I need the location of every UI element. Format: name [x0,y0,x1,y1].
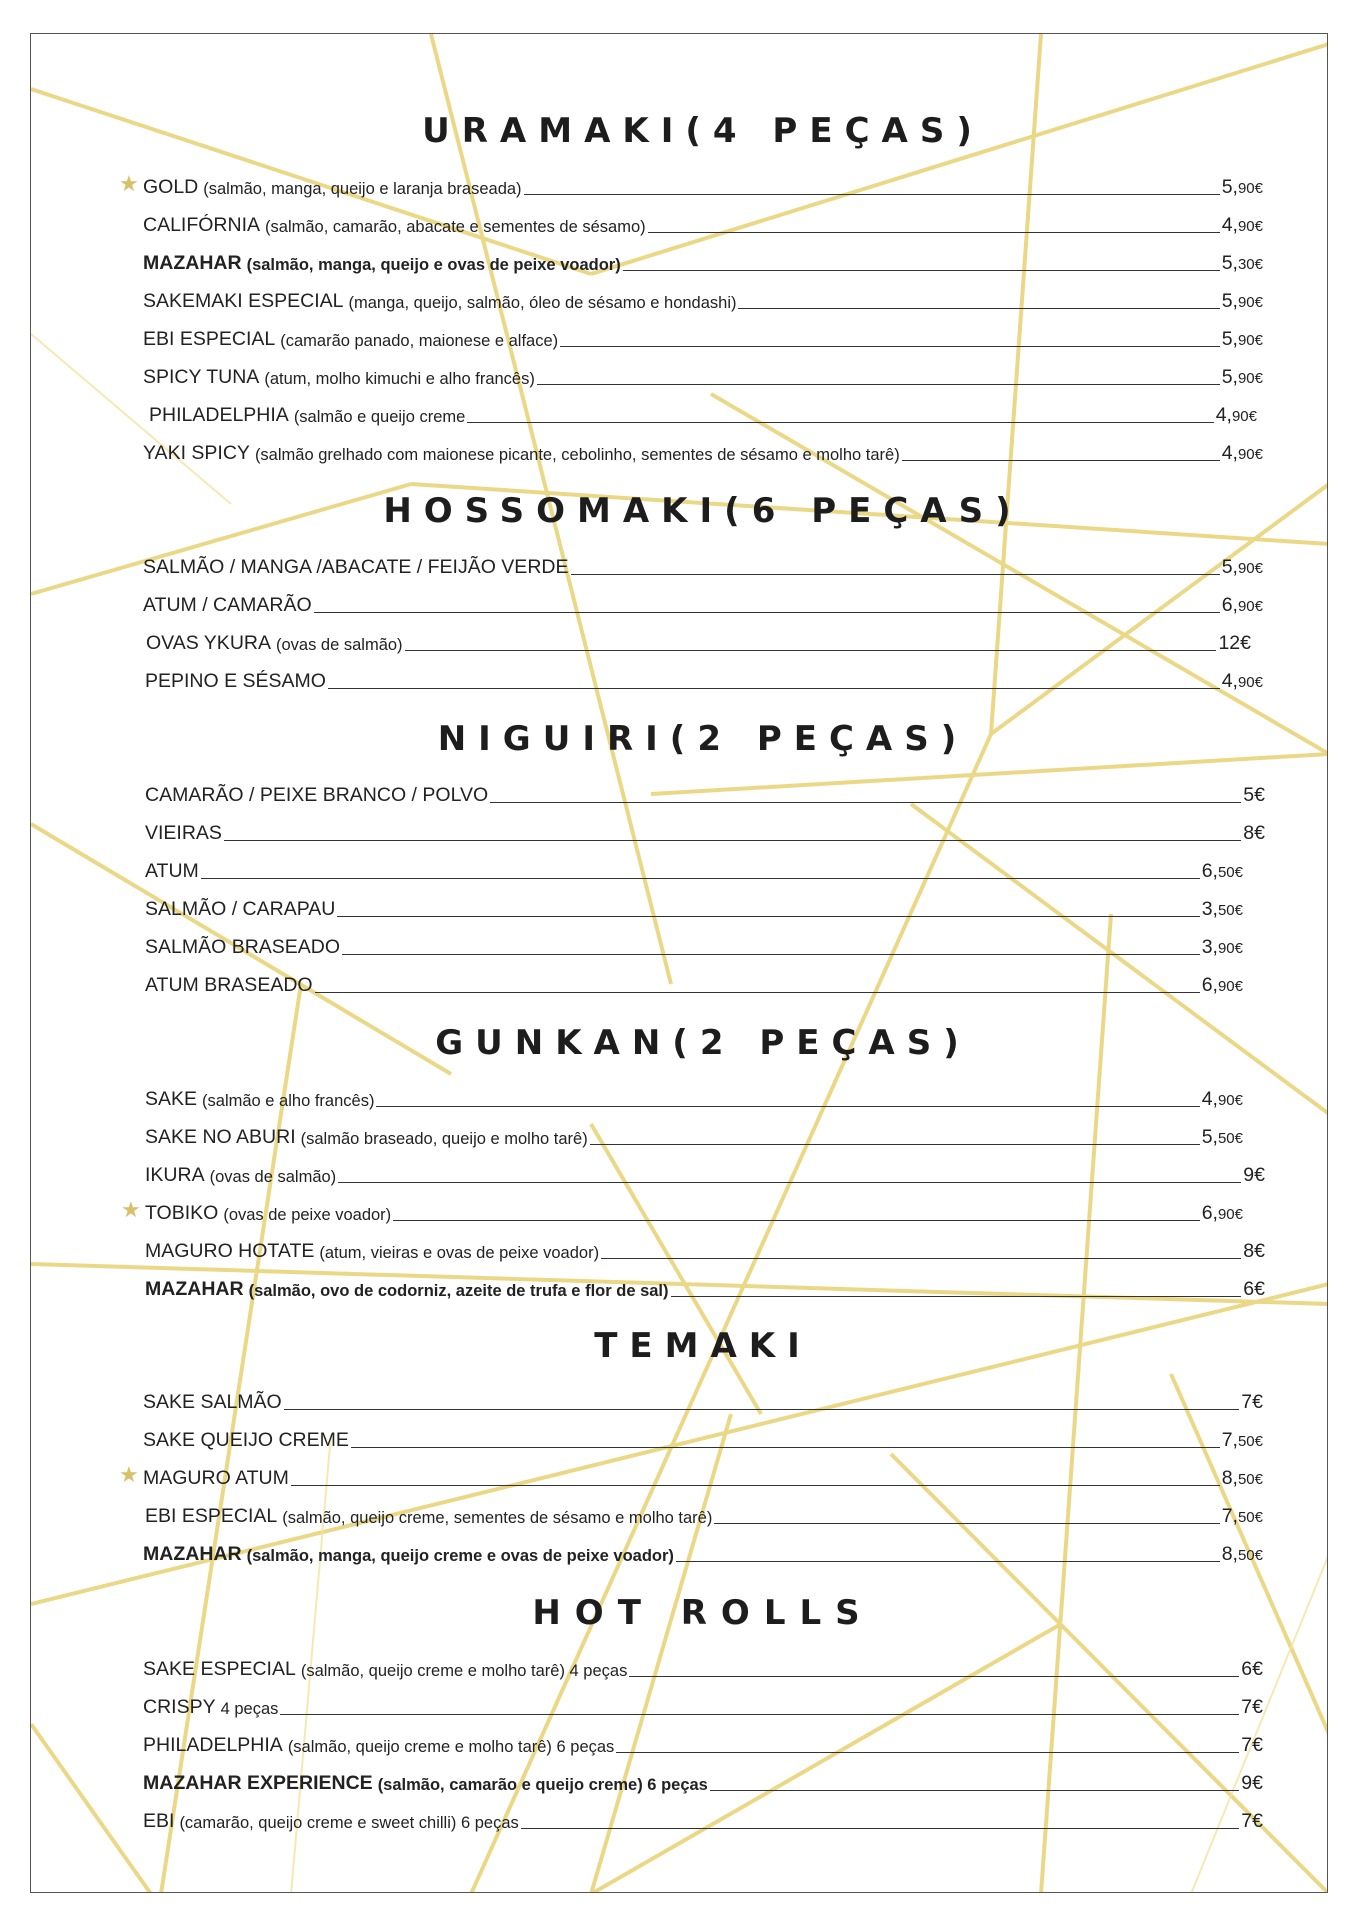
item-price: 4,90€ [1221,442,1263,464]
section-title: URAMAKI(4 PEÇAS) [422,111,984,151]
menu-item [143,1795,1263,1833]
section-title: HOSSOMAKI(6 PEÇAS) [383,491,1023,531]
item-price: 6€ [1243,1278,1265,1300]
item-description: (atum, molho kimuchi e alho francês) [264,370,535,388]
item-name: MAGURO HOTATE [145,1240,315,1262]
menu-item [143,275,1263,313]
item-price: 8€ [1243,1240,1265,1262]
item-description: (salmão braseado, queijo e molho tarê) [300,1130,588,1148]
item-name: SALMÃO / MANGA /ABACATE / FEIJÃO VERDE [143,556,569,578]
item-name: SALMÃO BRASEADO [145,936,341,958]
dotted-leader [671,1296,1242,1297]
menu-item [143,1757,1263,1795]
dotted-leader [315,992,1200,993]
dotted-leader [738,308,1219,309]
dotted-leader [902,460,1220,461]
item-price: 5,90€ [1221,176,1263,198]
item-description: (salmão grelhado com maionese picante, cebolinho, sementes de sésamo e molho tarê) [254,446,900,464]
dotted-leader [616,1752,1239,1753]
item-name: EBI ESPECIAL [143,328,276,350]
item-name: IKURA [145,1164,205,1186]
dotted-leader [314,612,1220,613]
item-name: MAZAHAR [145,1278,244,1300]
dotted-leader [710,1790,1239,1791]
menu-item [143,1528,1263,1566]
menu-item [143,1490,1263,1528]
menu-item [145,883,1265,921]
dotted-leader [284,1409,1240,1410]
dotted-leader [537,384,1220,385]
item-description: (salmão e alho francês) [202,1092,375,1110]
item-price: 7€ [1241,1734,1263,1756]
item-price: 6,90€ [1201,974,1243,996]
menu-item [143,1376,1263,1414]
menu-item [143,579,1263,617]
item-price: 7€ [1241,1391,1263,1413]
item-price: 5,90€ [1221,556,1263,578]
menu-item [143,351,1263,389]
item-name: MAZAHAR [143,252,242,274]
item-price: 8,50€ [1221,1467,1263,1489]
item-name: SAKE QUEIJO CREME [143,1429,349,1451]
dotted-leader [376,1106,1199,1107]
item-name: GOLD [143,176,199,198]
item-name: SAKE ESPECIAL [143,1658,296,1680]
item-price: 7€ [1241,1810,1263,1832]
section-title: NIGUIRI(2 PEÇAS) [437,719,969,759]
menu-item [119,1452,1263,1490]
menu-item [143,541,1263,579]
item-price: 4,90€ [1215,404,1257,426]
item-description: (salmão, manga, queijo creme e ovas de peixe voador) [246,1547,674,1565]
dotted-leader [351,1447,1220,1448]
section-title: HOT ROLLS [532,1593,874,1633]
dotted-leader [590,1144,1200,1145]
menu-item [143,1414,1263,1452]
dotted-leader [524,194,1220,195]
dotted-leader [623,270,1220,271]
menu-item [143,313,1263,351]
item-price: 5,50€ [1201,1126,1243,1148]
item-name: ATUM / CAMARÃO [143,594,312,616]
menu-item [143,237,1263,275]
menu-item [145,1263,1265,1301]
dotted-leader [393,1220,1200,1221]
item-name: MAZAHAR EXPERIENCE [143,1772,373,1794]
item-price: 5€ [1243,784,1265,806]
item-description: (salmão, queijo creme e molho tarê) 6 peças [287,1738,615,1756]
item-price: 5,90€ [1221,328,1263,350]
dotted-leader [714,1523,1219,1524]
menu-item [145,959,1265,997]
item-description: (salmão, manga, queijo e laranja braseada) [203,180,522,198]
menu-item [145,845,1265,883]
item-price: 7€ [1241,1696,1263,1718]
item-price: 5,90€ [1221,290,1263,312]
dotted-leader [571,574,1220,575]
item-name: OVAS YKURA [146,632,271,654]
dotted-leader [560,346,1220,347]
item-description: (ovas de salmão) [276,636,403,654]
dotted-leader [280,1714,1239,1715]
dotted-leader [201,878,1200,879]
dotted-leader [676,1561,1220,1562]
item-name: SALMÃO / CARAPAU [145,898,336,920]
dotted-leader [337,916,1199,917]
menu-item [145,769,1265,807]
menu-item [143,389,1263,427]
dotted-leader [405,650,1217,651]
item-name: CAMARÃO / PEIXE BRANCO / POLVO [145,784,489,806]
menu-item [119,161,1263,199]
dotted-leader [342,954,1200,955]
item-price: 6,90€ [1201,1202,1243,1224]
dotted-leader [291,1485,1220,1486]
menu-item [145,1149,1265,1187]
menu-item [143,655,1263,693]
menu-item [143,1643,1263,1681]
item-price: 3,50€ [1201,898,1243,920]
item-price: 5,30€ [1221,252,1263,274]
item-description: 4 peças [220,1700,279,1718]
star-icon: ★ [119,171,139,196]
item-price: 6€ [1241,1658,1263,1680]
dotted-leader [224,840,1241,841]
section-title: GUNKAN(2 PEÇAS) [435,1023,971,1063]
item-name: TOBIKO [145,1202,219,1224]
item-price: 6,90€ [1221,594,1263,616]
item-price: 3,90€ [1201,936,1243,958]
item-price: 8,50€ [1221,1543,1263,1565]
menu-item [143,427,1263,465]
item-name: CRISPY [143,1696,216,1718]
item-name: SPICY TUNA [143,366,260,388]
item-price: 6,50€ [1201,860,1243,882]
dotted-leader [467,422,1213,423]
item-name: EBI [143,1810,175,1832]
item-price: 4,90€ [1221,670,1263,692]
item-price: 8€ [1243,822,1265,844]
item-description: (ovas de salmão) [209,1168,337,1186]
menu-item [145,807,1265,845]
item-description: (salmão e queijo creme [293,408,466,426]
item-name: ATUM BRASEADO [145,974,313,996]
menu-item [145,1225,1265,1263]
menu-item [121,1187,1265,1225]
item-description: (camarão, queijo creme e sweet chilli) 6 peças [179,1814,519,1832]
item-name: SAKEMAKI ESPECIAL [143,290,344,312]
item-name: ATUM [145,860,199,882]
item-description: (ovas de peixe voador) [223,1206,392,1224]
dotted-leader [521,1828,1240,1829]
item-name: PEPINO E SÉSAMO [145,670,326,692]
item-price: 12€ [1218,632,1251,654]
menu-item [143,199,1263,237]
item-price: 4,90€ [1201,1088,1243,1110]
dotted-leader [629,1676,1239,1677]
item-description: (manga, queijo, salmão, óleo de sésamo e hondashi) [348,294,737,312]
menu-item [143,1719,1263,1757]
item-price: 9€ [1241,1772,1263,1794]
item-description: (salmão, queijo creme e molho tarê) 4 peças [300,1662,628,1680]
menu-item [145,921,1265,959]
dotted-leader [648,232,1220,233]
menu-item [145,1111,1265,1149]
item-description: (salmão, manga, queijo e ovas de peixe voador) [246,256,621,274]
item-description: (salmão, camarão e queijo creme) 6 peças [377,1776,708,1794]
item-name: SAKE [145,1088,198,1110]
item-description: (atum, vieiras e ovas de peixe voador) [319,1244,600,1262]
menu-item [145,1073,1265,1111]
item-price: 7,50€ [1221,1505,1263,1527]
item-name: EBI ESPECIAL [145,1505,278,1527]
item-description: (salmão, queijo creme, sementes de sésamo e molho tarê) [282,1509,713,1527]
item-name: YAKI SPICY [143,442,250,464]
menu-page [30,33,1328,1893]
item-name: SAKE SALMÃO [143,1391,282,1413]
item-name: SAKE NO ABURI [145,1126,296,1148]
dotted-leader [328,688,1220,689]
section-title: TEMAKI [594,1326,812,1366]
item-price: 5,90€ [1221,366,1263,388]
item-name: PHILADELPHIA [149,404,289,426]
item-name: CALIFÓRNIA [143,214,261,236]
item-description: (camarão panado, maionese e alface) [280,332,559,350]
item-name: MAGURO ATUM [143,1467,289,1489]
item-price: 9€ [1243,1164,1265,1186]
dotted-leader [490,802,1241,803]
dotted-leader [601,1258,1241,1259]
item-description: (salmão, camarão, abacate e sementes de sésamo) [265,218,646,236]
item-name: MAZAHAR [143,1543,242,1565]
star-icon: ★ [119,1462,139,1487]
dotted-leader [338,1182,1241,1183]
menu-item [143,1681,1263,1719]
item-price: 7,50€ [1221,1429,1263,1451]
item-price: 4,90€ [1221,214,1263,236]
item-description: (salmão, ovo de codorniz, azeite de trufa e flor de sal) [248,1282,669,1300]
item-name: VIEIRAS [145,822,222,844]
menu-item [143,617,1263,655]
item-name: PHILADELPHIA [143,1734,283,1756]
star-icon: ★ [121,1197,141,1222]
